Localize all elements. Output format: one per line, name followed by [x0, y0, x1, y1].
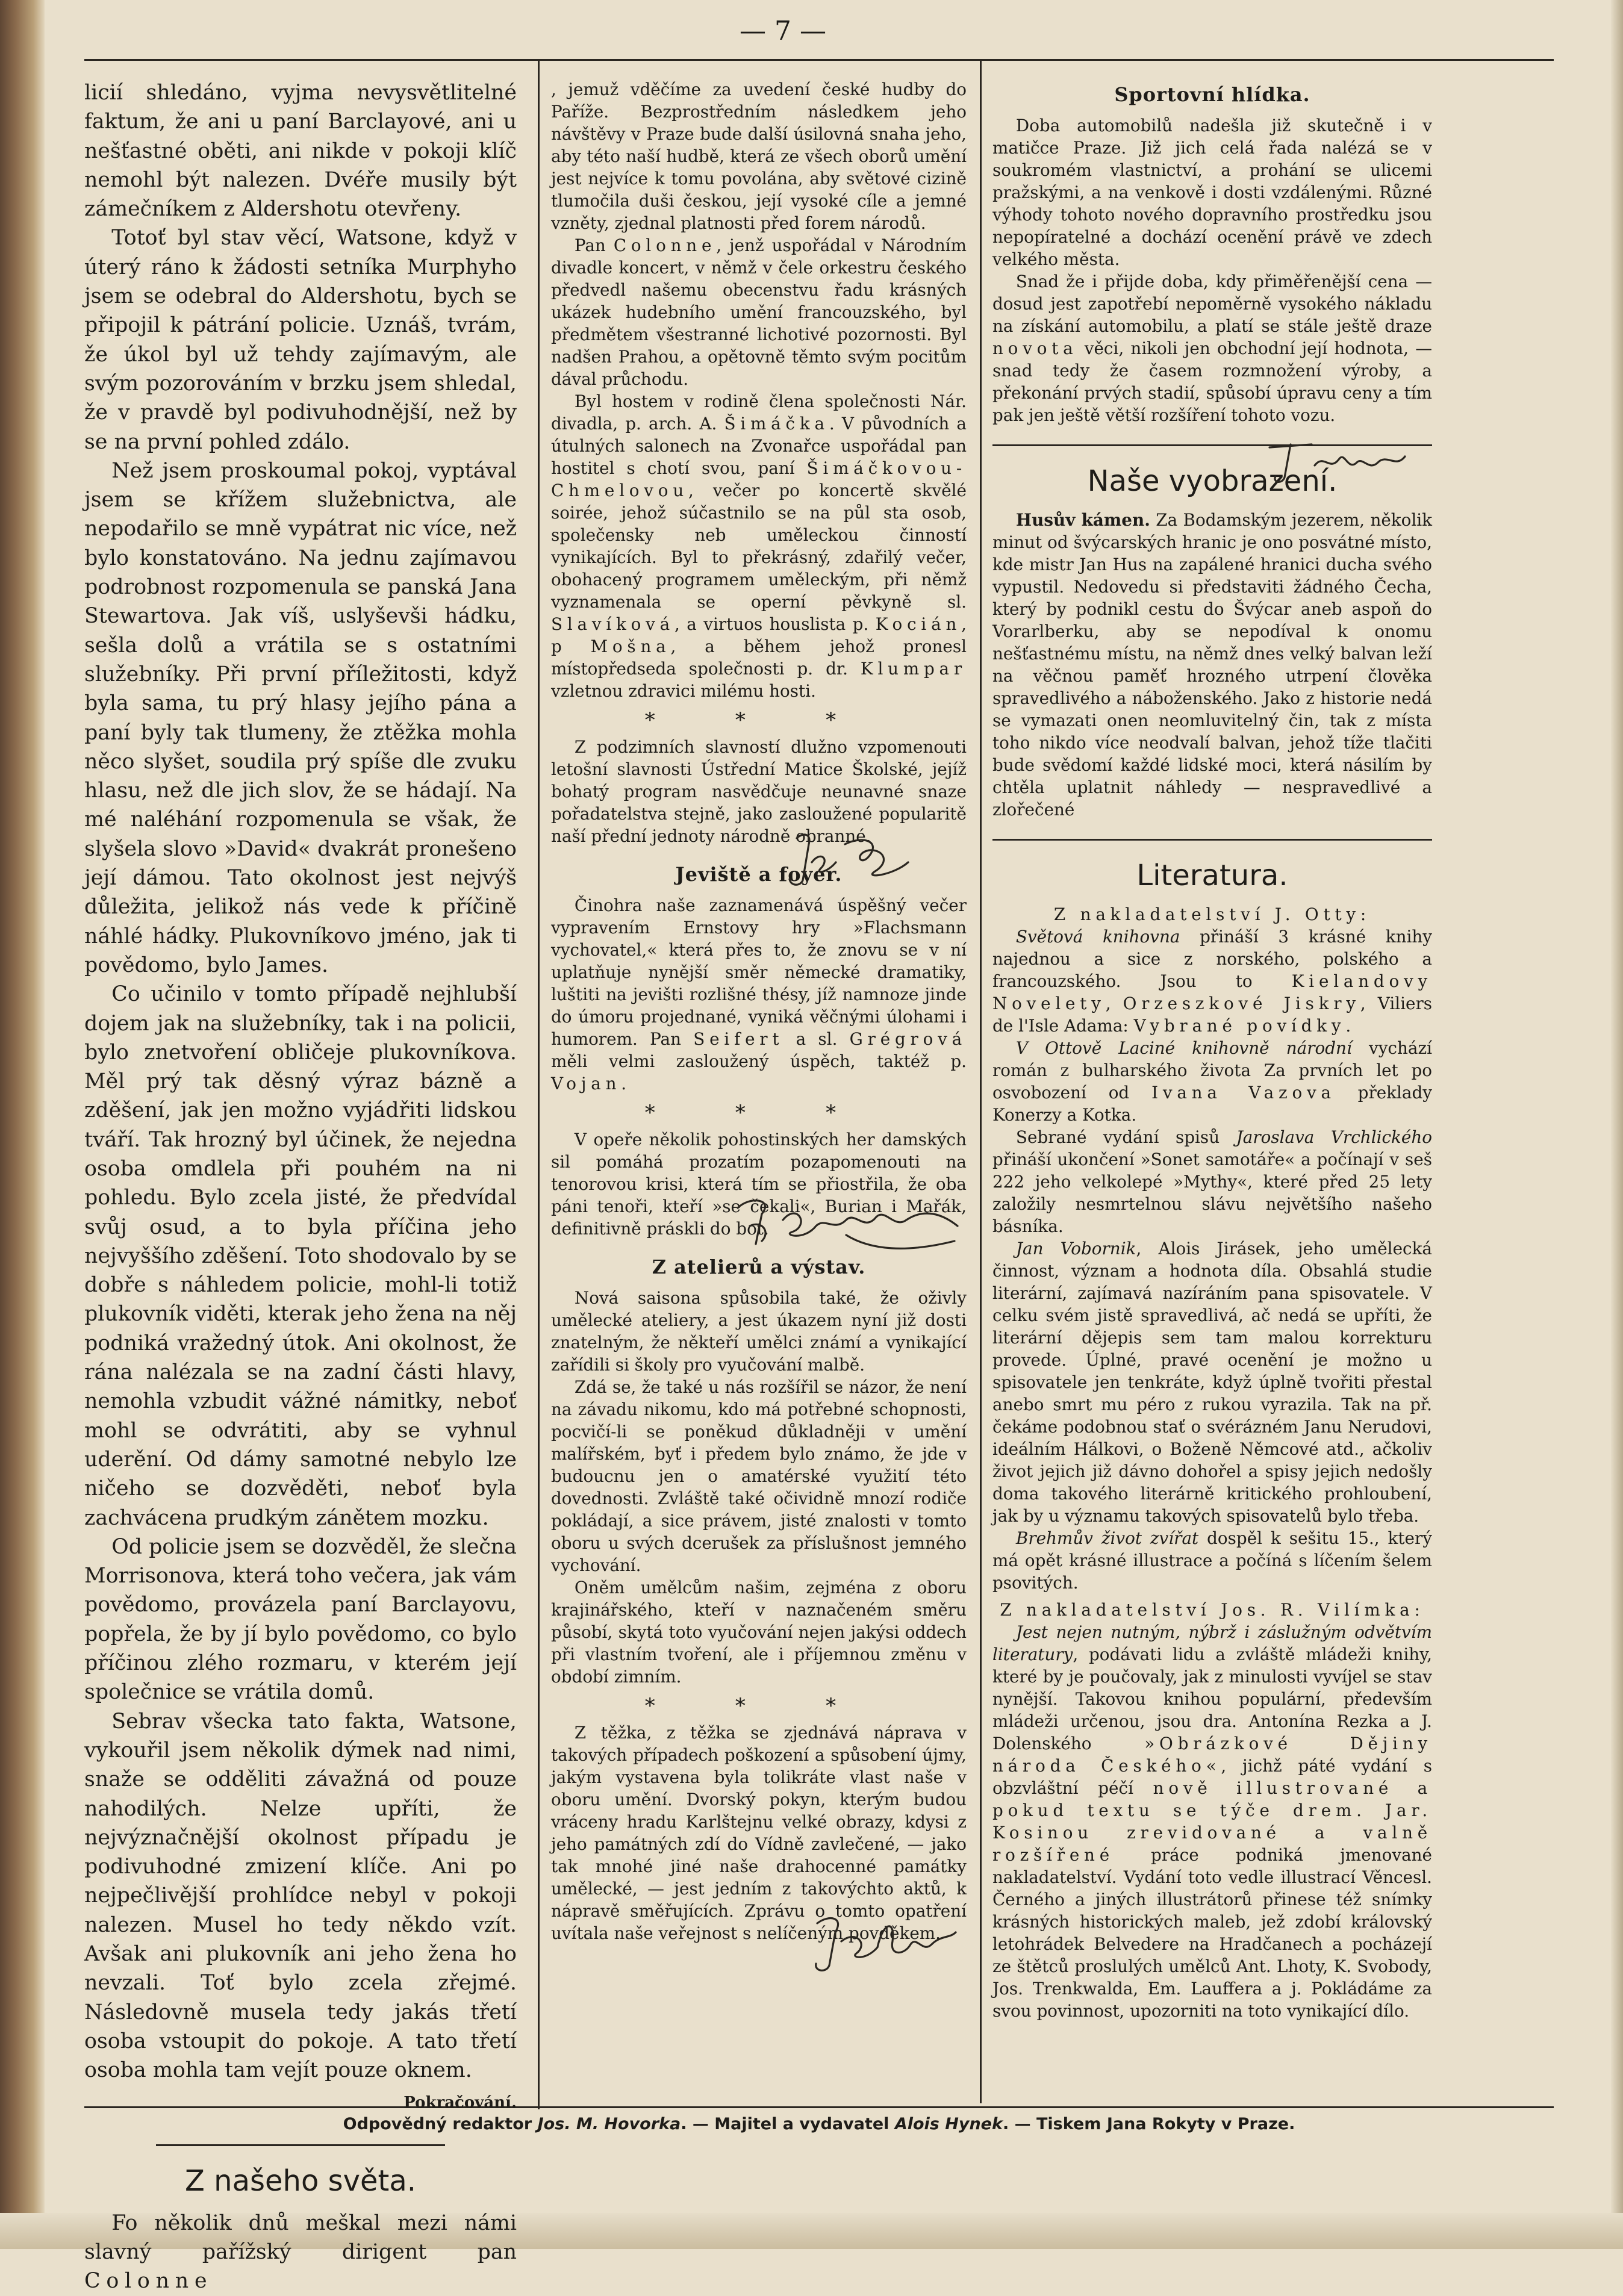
text-span: překlady Konerzy a Kotka.	[992, 1083, 1432, 1125]
signature-icon	[779, 826, 917, 892]
paragraph	[84, 2209, 517, 2296]
paragraph: Než jsem proskoumal pokoj, vyptával jsem se křížem služebnictva, ale nepodařilo se mně vypátrat nic více, než bylo konstatováno. Na jednu zajímavou podrobnost rozpomenula se panská Jana Stewartova. Jak víš, uslyševši hádku, sešla dolů a vrátila se s ostatními služebníky. Při první příležitosti, když byla sama, tu prý hlasy jejího pána a paní byly tak tlumeny, že ztěžka mohla něco slyšet, soudila prý spíše dle zvuku hlasu, než dle jich slov, že se hádají. Na mé naléhání rozpomenula se však, že slyšela slovo »David« dvakrát pronešeno její dámou. Tato okolnost jest nejvýš důležita, jelikož nás vede k příčině náhlé hádky. Plukovníkovo jméno, jak ti povědomo, bylo James.	[84, 458, 517, 977]
name-colonne: Colonne	[613, 235, 717, 255]
paragraph: , jemuž vděčíme za uvedení české hudby do Paříže. Bezprostředním následkem jeho návštěvy v Praze bude další úsilovná snaha jeho, aby této naší hudbě, která ze všech oborů umění jest nejvíce k tomu povolána, aby světové cizině tlumočila duši českou, její vysoké cíle a jemné vzněty, zjednal platnosti před forem národů.	[551, 79, 967, 233]
word-novota: novota	[992, 338, 1078, 358]
signed-paragraph	[992, 270, 1432, 426]
signed-paragraph	[551, 1128, 967, 1240]
text-span: přináší ukončení »Sonet samotáře« a počínají v seš 222 jeho velkolepé »Mythy«, které před 25 lety založily nesmrtelnou slávu největšího našeho básníka.	[992, 1150, 1432, 1236]
text-span: práce podniká jmenované nakladatelství. Vydání toto vedle illustrací Věncesl. Černého a jiných illustrátorů přinese též snímky krásných historických maleb, jež zdobí královský letohrádek Belvedere na Hradčanech a pocházejí ze štětců proslulých umělců Ant. Lhoty, K. Svobody, Jos. Trenkwalda, Em. Lauffera a j. Pokládáme za svou povinnost, upozorniti na toto vynikající dílo.	[992, 1845, 1432, 2021]
signed-paragraph	[551, 1722, 967, 1944]
title-orzeszkova: Orzeszkové Jiskry	[1123, 994, 1360, 1013]
text-span: vzletnou zdravici milému hosti.	[551, 681, 816, 701]
paragraph: Nová saisona spůsobila také, že oživly umělecké ateliery, a jest úkazem nyní již dosti znatelným, že někteří umělci známí a vynikající zařídili si školy pro vyučování malbě.	[551, 1288, 967, 1375]
text-span: , jichž páté vydání s obzvláštní péčí	[992, 1756, 1432, 1798]
text-span: Světová knihovna	[1015, 927, 1180, 947]
section-title-atelier: Z atelierů a výstav.	[652, 1255, 866, 1278]
text-span: dospěl k sešitu 15., který má opět krásné illustrace a počíná s líčením šelem psovitých.	[992, 1528, 1432, 1593]
text-span: , a virtuos houslista p.	[674, 614, 869, 634]
paragraph: licií shledáno, vyjma nevysvětlitelné faktum, že ani u paní Barclayové, ani u nešťastné oběti, ani nikde v pokoji klíč nemohl být nalezen. Dvéře musily být zámečníkem z Aldershotu otevřeny.	[84, 81, 517, 222]
text-span: , p	[551, 614, 967, 656]
name-slavikova: Slavíková	[551, 614, 675, 634]
header-rule	[84, 59, 1554, 61]
page-footer	[84, 2115, 1554, 2133]
paragraph: Z těžka, z těžka se zjednává náprava v takových případech poškození a spůsobení újmy, jakým vystavena byla tolikráte vlast naše v oboru umění. Dvorský pokyn, kterým budou vráceny hradu Karlštejnu velké obrazy, kdysi z jeho památných zdí do Vídně zavlečené, — jako tak mnohé jiné naše drahocenné památky umělecké, — jest jedním z takovýchto aktů, k nápravě směřujících. Zprávu o tomto opatření uvítala naše veřejnost s nelíčeným povděkem.	[551, 1723, 967, 1943]
column-2	[551, 78, 967, 1944]
paragraph: Zdá se, že také u nás rozšířil se názor, že není na závadu nikomu, kdo má potřebné schopnosti, pocvičí-li se poněkud důkladněji v umění malířském, byť i předem bylo známo, že jde v budoucnu jen o amatérské využití této dovednosti. Zvláště také očividně mnozí rodiče pokládají, a sice právem, jisté znalosti v tomto oboru u svých dcerušek za příslušnost jemného vychování.	[551, 1377, 967, 1575]
name-gregrova: Grégrová	[849, 1029, 967, 1049]
text-span: Z nakladatelství Jos. R. Vilímka:	[1000, 1600, 1425, 1620]
title-brehm: Brehmův život zvířat	[1015, 1528, 1199, 1548]
text-span: , Viliers de l'Isle Adama:	[992, 994, 1432, 1036]
title-kielland: Kielandovy Novelety	[992, 971, 1432, 1013]
name-vrchlicky: Jaroslava Vrchlického	[1236, 1127, 1432, 1147]
paragraph	[992, 509, 1432, 821]
page-number: — 7 —	[740, 16, 826, 46]
footer-text: Odpovědný redaktor	[343, 2115, 532, 2133]
paragraph	[992, 1126, 1432, 1237]
name-mosna: Mošna	[590, 636, 671, 656]
text-span: , Alois Jirásek, jeho umělecká činnost, význam a hodnota díla. Obsahlá studie literární, zajímavá nazíráním pana spisovatele. V celku svém jistě spravedlivá, ač nedá se upříti, že literární dějepis sem tam malou korrekturu provede. Úplné, pravé ocenění je možno u spisovatele jen tenkráte, když úplně tvořiti přestal anebo smrt mu péro z rukou vyrazila. Tak na př. čekáme podobnou stať o svérázném Janu Nerudovi, ideálním Hálkovi, o Boženě Němcové atd., ačkoliv život jejich již dávno dohořel a spisy jejich nedošly doma takového literárně kritického prohloubení, jak by u významu takových spisovatelů bylo třeba.	[992, 1239, 1433, 1526]
name-simacka: Šimáčka	[724, 414, 829, 434]
text-span: přináší 3 krásné knihy najednou a sice z norského, polského a francouzského. Jsou to	[992, 927, 1432, 991]
title-obrazkove-dejiny: »Obrázkové Dějiny národa Českého«	[992, 1734, 1432, 1776]
section-rule	[992, 839, 1432, 841]
column-rule-left	[538, 59, 540, 2109]
text-span: Snad že i přijde doba, kdy přiměřenější cena — dosud jest zapotřebí nepoměrně vysokého nákladu na získání automobilu, a platí se stále ještě draze	[992, 272, 1432, 336]
continued-note: Pokračování.	[403, 2094, 517, 2112]
publisher-heading	[992, 903, 1432, 926]
paragraph	[992, 1621, 1432, 2022]
paragraph	[992, 1237, 1432, 1527]
section-title-jeviste: Jeviště a foyer.	[675, 863, 843, 886]
paragraph	[551, 390, 967, 702]
title-vybrane: Vybrané povídky	[1133, 1016, 1346, 1036]
section-title-sport: Sportovní hlídka.	[1114, 83, 1310, 106]
paragraph: Činohra naše zaznamenává úspěšný večer vypravením Ernstovy hry »Flachsmann vychovatel,« která přes to, že znovu se v ní uplatňuje nynější směr německé dramatiky, luštiti na jevišti rozlišné thésy, jíž namnoze jinde do úmoru projednané, vyniká věčnými úlohami i humorem. Pan Seifert a sl. Grégrová měli velmi zasloužený úspěch, taktéž p. Vojan.	[551, 895, 967, 1094]
paragraph: V opeře několik pohostinských her damských sil pomáhá prozatím pozapomenouti na tenorovou krisi, která tím se přiostřila, že oba páni tenoři, kteří »se čekali«, Burian i Mařák, definitivně práskli do bot.	[551, 1130, 967, 1239]
paragraph: Totoť byl stav věcí, Watsone, když v úterý ráno k žádosti setníka Murphyho jsem se odebral do Aldershotu, bych se připojil k pátrání policie. Uznáš, tvrám, že úkol byl už tehdy zajímavým, ale svým pozorováním v brzku jsem shledal, že v pravdě byl podivuhodnější, než by se na první pohled zdálo.	[84, 226, 517, 454]
name-seifert: Seifert	[693, 1029, 784, 1049]
name-kocian: Kocián	[875, 614, 962, 634]
paragraph	[992, 270, 1432, 426]
section-title-nas-svet: Z našeho světa.	[185, 2164, 416, 2198]
text-span: Jest nejen nutným, nýbrž i záslužným odvětvím literatury	[992, 1622, 1432, 1664]
name-klumpar: Klumpar	[860, 659, 967, 679]
book-spine	[0, 0, 45, 2249]
signature-icon	[799, 1908, 962, 1980]
footer-text: . — Majitel a vydavatel	[681, 2115, 889, 2133]
text-span: Fo několik dnů meškal mezi námi slavný pařížský dirigent pan	[84, 2210, 517, 2265]
section-stars: * * *	[644, 1694, 873, 1718]
text-span: , jenž uspořádal v Národním divadle koncert, v němž v čele orkestru českého předvedl našemu obecenstvu řadu krásných ukázek hudebního umění francouzského, byl předmětem všestranné lichotivé pozornosti. Byl nadšen Prahou, a opětovně těmto svým pocitům dával průchodu.	[551, 235, 967, 389]
text-span: V Ottově Laciné knihovně národní	[1015, 1038, 1352, 1058]
text-span: a sl.	[783, 1029, 838, 1049]
signature-icon	[1257, 429, 1414, 490]
paragraph: Oněm umělcům našim, zejména z oboru krajinářského, kteří v naznačeném směru působí, skytá toto vyučování nejen jakýsi oddech při vlastním tvoření, ale i příjemnou změnu v období zimním.	[551, 1578, 967, 1687]
text-span: Pan	[574, 235, 606, 255]
column-3	[992, 78, 1432, 2022]
text-span: Za Bodamským jezerem, několik minut od švýcarských hranic je ono posvátné místo, kde mistr Jan Hus na zapálené hranici ducha svého vypustil. Nedovedu si představiti žádného Čecha, který by podnikl cestu do Švýcar aneb aspoň do Vorarlberku, aby se nepodíval k onomu nešťastnému místu, na němž dnes velký balvan leží na věčnou paměť hrozného utrpení člověka spravedlivého a náboženského. Jako z historie nedá se vymazati onen neomluvitelný čin, tak z místa toho nikdo více neodvalí balvan, jehož tíže tlačiti bude svědomí každé lidské moci, která násilím by chtěla uplatnit náhledy — nespravedlivé a zlořečené	[992, 510, 1432, 820]
text-spaced: nově illustrované a pokud textu se týče drem. Jar. Kosinou zrevidované a valně rozšířené	[992, 1778, 1432, 1865]
paragraph: Z podzimních slavností dlužno vzpomenouti letošní slavnosti Ústřední Matice Školské, jejíž bohatý program nasvědčuje neunavné snaze pořadatelstva stejně, jako zasloužené popularitě naší přední jednoty národně obranné.	[551, 737, 967, 846]
name-colonne: Colonne	[84, 2269, 213, 2294]
section-stars: * * *	[644, 708, 873, 732]
page-edge-right	[1611, 0, 1623, 2249]
paragraph: Sebrav všecka tato fakta, Watsone, vykouřil jsem několik dýmek nad nimi, snaže se odděliti závažná od pouze nahodilých. Nelze upříti, že nejvýznačnější okolnost případu je podivuhodné zmizení klíče. Ani po nejpečlivější prohlídce nebyl v pokoji nalezen. Musel ho tedy někdo vzít. Avšak ani plukovník ani jeho žena ho nevzali. Toť bylo zcela zřejmé. Následovně musela tedy jakás třetí osoba vstoupit do pokoje. A tato třetí osoba mohla tam vejít pouze oknem.	[84, 1709, 517, 2083]
footer-editor: Jos. M. Hovorka	[537, 2115, 681, 2133]
text-span: , podávati lidu a zvláště mládeži knihy, které by je poučovaly, jak z minulosti vyvíjel se stav nynější. Takovou knihou populární, především mládeži určenou, jsou dra. Antonína Rezka a J. Dolenského	[992, 1644, 1432, 1753]
paragraph: Světová knihovna přináší 3 krásné knihy najednou a sice z norského, polského a francouzského. Jsou to Kielandovy Novelety, Orzeszkové Jiskry, Viliers de l'Isle Adama: Vybrané povídky.	[992, 927, 1432, 1036]
text-span: . V původních a útulných salonech na Zvonařce uspořádal pan hostitel s chotí svou, paní	[551, 414, 967, 478]
footer-owner: Alois Hynek	[894, 2115, 1003, 2133]
text-span: Sebrané vydání spisů	[1015, 1127, 1220, 1147]
paragraph	[992, 1037, 1432, 1126]
text-span: , večer po koncertě skvělé soirée, jehož súčastnilo se na půl sta osob, společensky neb uměleckou činností vynikajících. Byl to překrásný, zdařilý večer, obohacený programem uměleckým, při němž vyznamenala se operní pěvkyně sl.	[551, 481, 967, 612]
name-vazov: Ivana Vazova	[1151, 1083, 1336, 1103]
section-rule	[156, 2144, 445, 2146]
text-span: Z nakladatelství J. Otty:	[1053, 904, 1371, 924]
paragraph	[992, 1527, 1432, 1594]
footer-text: . — Tiskem Jana Rokyty v Praze.	[1002, 2115, 1295, 2133]
name-vojan: Vojan	[551, 1074, 621, 1094]
paragraph: Co učinilo v tomto případě nejhlubší dojem jak na služebníky, tak i na policii, bylo znetvoření obličeje plukovníkova. Měl prý tak děsný výraz bázně a zděšení, jak jen možno vyjádřiti lidskou tváří. Tak hrozný byl účinek, že nejedna osoba omdlela při pouhém na ni pohledu. Bylo zcela jisté, že předvídal svůj osud, a to byla příčina jeho nejvyššího zděšení. Toto shodovalo by se dobře s náhledem policie, mohl-li totiž plukovník viděti, kterak jeho žena na něj podniká vražedný útok. Ani okolnost, že rána nalézala se na zadní části hlavy, nemohla vzbudit vážné námitky, neboť mohl se odvrátiti, aby se vyhnul uderění. Od dámy samotné nebylo lze ničeho se dozvěděti, neboť byla zachvácena prudkým zánětem mozku.	[84, 982, 517, 1530]
text-span: , a během jehož pronesl místopředseda společnosti p. dr.	[551, 636, 967, 679]
text-span: Byl hostem v rodině člena společnosti Nár. divadla, p. arch. A.	[551, 391, 967, 434]
paragraph: Od policie jsem se dozvěděl, že slečna Morrisonova, která toho večera, jak vám povědomo, provázela paní Barclayovu, popřela, že by jí bylo povědomo, co bylo příčinou zlého rozmaru, v kterém její společnice se vrátila domů.	[84, 1534, 517, 1705]
publisher-heading	[992, 1599, 1432, 1621]
section-title-vyobrazeni: Naše vyobrazení.	[1087, 464, 1338, 498]
paragraph	[551, 234, 967, 390]
column-rule-right	[980, 59, 982, 2103]
section-title-literatura: Literatura.	[1136, 859, 1288, 892]
name-simackova: Šimáčkovou-Chmelovou	[551, 458, 967, 500]
text-span: ,	[1105, 994, 1123, 1013]
name-vobornik: Jan Vobornik	[1015, 1239, 1136, 1258]
column-1	[84, 78, 517, 2296]
text-span: měli velmi zasloužený úspěch, taktéž p.	[551, 1051, 967, 1071]
paragraph: Doba automobilů nadešla již skutečně i v matičce Praze. Již jich celá řada nalézá se v soukromém vlastnictví, a prohání se ulicemi pražskými, a na venkově i dosti vzdálenými. Různé výhody tohoto nového dopravního prostředku jsou nepopíratelné a dochází ocenění právě ve zdech velkého města.	[992, 116, 1432, 269]
signature-icon	[726, 1184, 967, 1262]
text-span: Činohra naše zaznamenává úspěšný večer vypravením Ernstovy hry »Flachsmann vychovatel,« která přes to, že znovu se v ní uplatňuje nynější směr německé dramatiky, luštiti na jevišti rozlišné thésy, jíž namnoze jinde do úmoru projednané, vyniká věčnými úlohami i humorem. Pan	[551, 895, 967, 1049]
section-stars: * * *	[644, 1101, 873, 1125]
text-span: věci, nikoli jen obchodní její hodnota, — snad tedy že časem rozmnožení výroby, a překonání prvých stadií, spůsobí úpravu ceny a tím pak jen ještě větší rozšíření tohoto vozu.	[992, 338, 1432, 425]
signed-paragraph	[551, 736, 967, 847]
subheading-husuv-kamen: Husův kámen.	[1015, 510, 1150, 530]
text-span: vychází román z bulharského života Za prvních let po osvobození od	[992, 1038, 1432, 1103]
